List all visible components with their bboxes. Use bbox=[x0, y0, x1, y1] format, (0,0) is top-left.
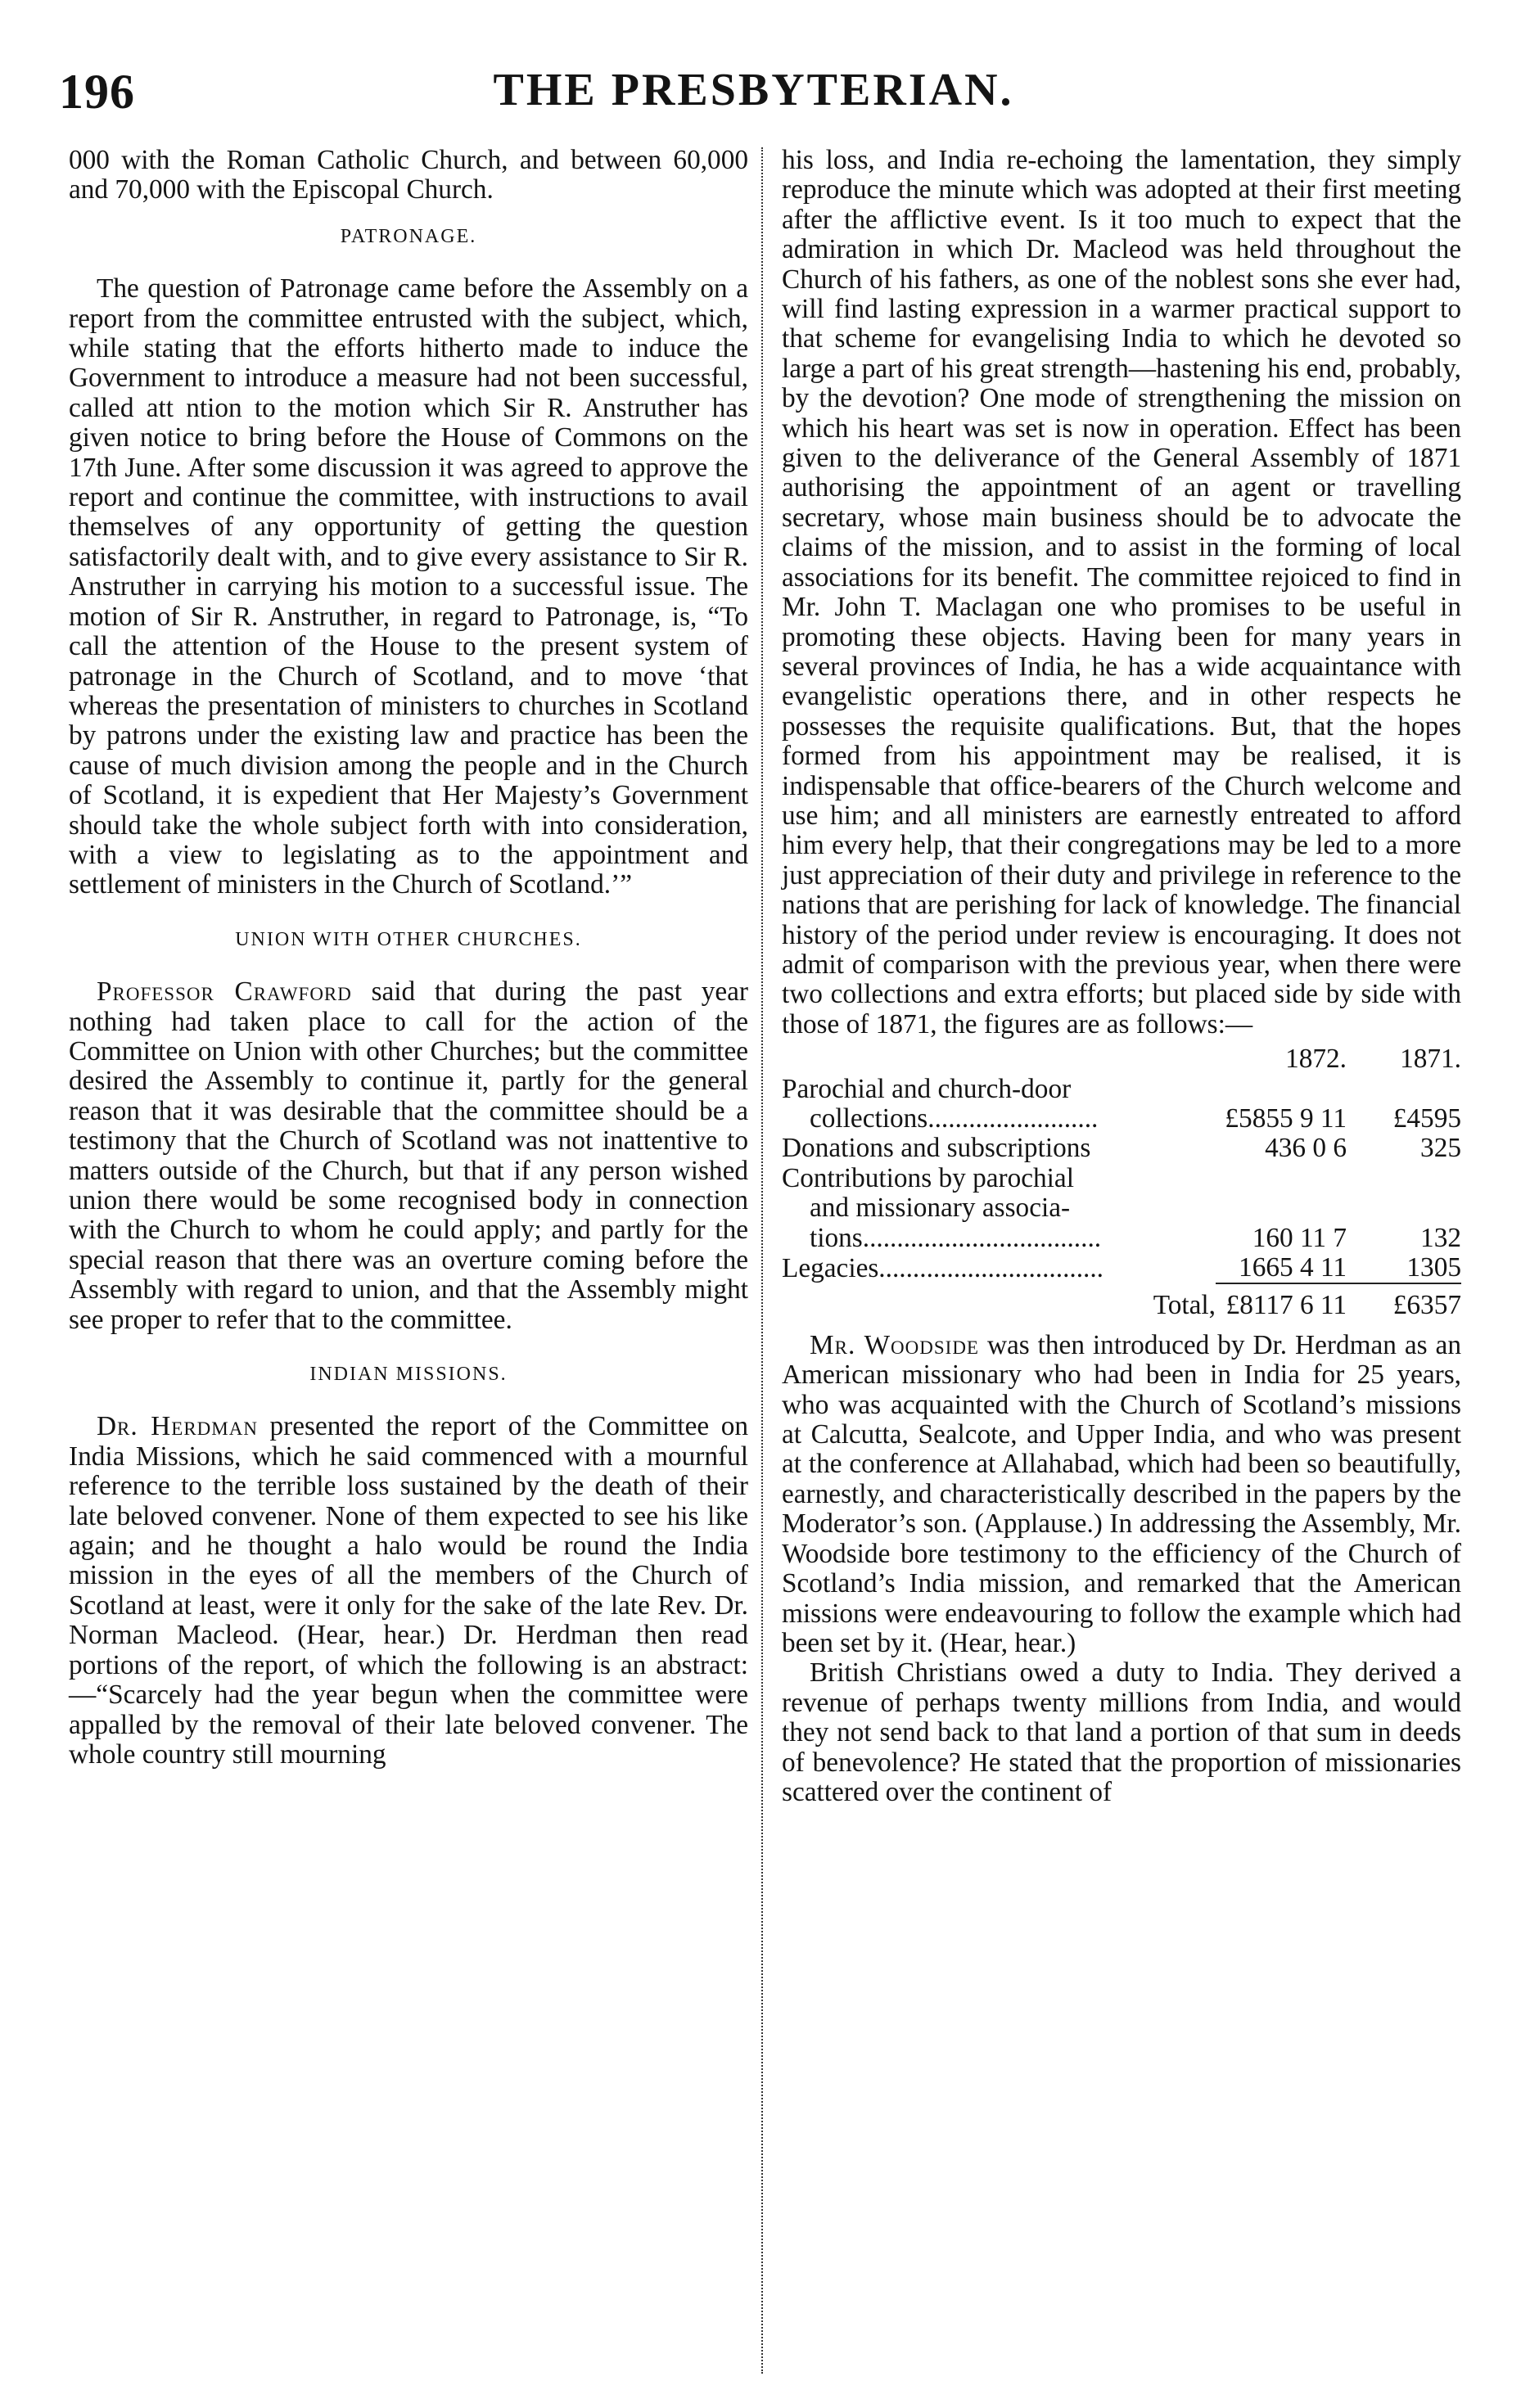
table-row: and missionary associa- bbox=[810, 1193, 1071, 1224]
page-header bbox=[59, 64, 1448, 129]
patronage-paragraph: The question of Patronage came before the Assembly on a report from the committee entrusted with the subject, which, while stating that the efforts hitherto made to induce the Government to introduce a measure had not been successful, called att ntion to the motion which Sir R. Anstruther has given notice to bring before the House of Commons on the 17th June. After some discussion it was agreed to approve the report and continue the committee, with instructions to avail themselves of any opportunity of getting the question satisfactorily dealt with, and to give every assistance to Sir R. Anstruther in carrying his motion to a successful issue. The motion of Sir R. Anstruther, in regard to Patronage, is, “To call the attention of the House to the present system of patronage in the Church of Scotland, and to move ‘that whereas the presentation of ministers to churches in Scotland by patrons under the existing law and practice has been the cause of much division among the people and in the Church of Scotland, it is expedient that Her Majesty’s Government should take the whole subject forth with into consideration, with a view to legislating as to the appointment and settlement of ministers in the Church of Scotland.’” bbox=[69, 273, 748, 900]
speaker-name: Dr. Herdman bbox=[97, 1411, 258, 1442]
section-heading-missions: INDIAN MISSIONS. bbox=[309, 1364, 508, 1386]
column-divider bbox=[761, 147, 763, 2374]
paragraph-text: was then introduced by Dr. Herdman as an American missionary who had been in India for 25 years, who was acquainted with the Church of Scotland’s missions at Calcutta, Sealcote, and Upper India, and who was present at the conference at Allahabad, which had been so beautifully, earnestly, and characteristically described in the papers by the Moderator’s son. (Applause.) In addressing the Assembly, Mr. Woodside bore testimony to the efficiency of the Church of Scotland’s India mission, and remarked that the American missions were endeavouring to follow the example which had been set by it. (Hear, hear.) bbox=[782, 1329, 1461, 1658]
total-label: Total, bbox=[1153, 1290, 1216, 1321]
paragraph-text: said that during the past year nothing had taken place to call for the action of the Committee on Union with other Churches; but the committee desired the Assembly to continue it, partly for the general reason that it was desirable that the committee should be a testimony that the Church of Scotland was not inattentive to matters outside of the Church, but that if any person wished union there would be some recognised body in connection with the Church to whom he could apply; and partly for the special reason that there was an overture coming before the Assembly with regard to union, and that the Assembly might see proper to refer that to the committee. bbox=[69, 976, 748, 1335]
closing-paragraph: British Christians owed a duty to India. They derived a revenue of perhaps twenty millions from India, and would they not send back to that land a portion of that sum in deeds of benevolence? He stated that the proportion of missionaries scattered over the continent of bbox=[782, 1657, 1461, 1807]
table-header-row bbox=[782, 1044, 1461, 1074]
section-heading-union: UNION WITH OTHER CHURCHES. bbox=[235, 928, 582, 950]
missions-paragraph bbox=[69, 1412, 748, 1770]
section-heading-patronage: PATRONAGE. bbox=[340, 225, 477, 247]
table-row: Legacies................................. 1665 4 11 1305 bbox=[782, 1252, 1461, 1284]
table-row: Donations and subscriptions 436 0 6 325 bbox=[782, 1133, 1461, 1164]
year-header: 1871. bbox=[1400, 1044, 1461, 1075]
running-title: THE PRESBYTERIAN. bbox=[493, 65, 1014, 115]
table-row: Contributions by parochial bbox=[782, 1162, 1074, 1193]
total-row bbox=[782, 1291, 1461, 1320]
continuation-paragraph: his loss, and India re-echoing the lamentation, they simply reproduce the minute which was adopted at their first meeting after the afflictive event. Is it too much to expect that the admiration in which Dr. Macleod was held throughout the Church of his fathers, as one of the noblest sons she ever had, will find lasting expression in a warmer practical support to that scheme for evangelising India to which he devoted so large a part of his great strength—hastening his end, probably, by the devotion? One mode of strengthening the mission on which his heart was set is now in operation. Effect has been given to the deliverance of the General Assembly of 1871 authorising the appointment of an agent or travelling secretary, whose main business should be to advocate the claims of the mission, and to assist in the forming of local associations for its benefit. The committee rejoiced to find in Mr. John T. Maclagan one who promises to be useful in promoting these objects. Having been for many years in several provinces of India, he has a wide acquaintance with evangelistic operations there, and in other respects he possesses the requisite qualifications. But, that the hopes formed from his appointment may be realised, it is indispensable that office-bearers of the Church welcome and use him; and all ministers are earnestly entreated to afford him every help, that their congregations may be led to a more just appreciation of their duty and privilege in reference to the nations that are perishing for lack of knowledge. The financial history of the period under review is encouraging. It does not admit of comparison with the previous year, when there were two collections and extra efforts; but placed side by side with those of 1871, the figures are as follows:— bbox=[782, 145, 1461, 1039]
table-row: Parochial and church-door bbox=[782, 1073, 1072, 1104]
total-rule bbox=[782, 1283, 1461, 1291]
speaker-name: Professor Crawford bbox=[97, 976, 352, 1008]
total-1871: £6357 bbox=[1392, 1290, 1461, 1321]
total-1872: £8117 6 11 bbox=[1225, 1290, 1347, 1321]
speaker-name: Mr. Woodside bbox=[810, 1329, 979, 1360]
left-column bbox=[69, 146, 748, 1770]
table-row: collections......................... £5855 9 11 £4595 bbox=[810, 1103, 1461, 1134]
table-row: tions................................... 160 11 7 132 bbox=[810, 1222, 1461, 1253]
intro-paragraph: 000 with the Roman Catholic Church, and between 60,000 and 70,000 with the Episcopal Church. bbox=[69, 145, 748, 205]
woodside-paragraph bbox=[782, 1331, 1461, 1658]
page-number: 196 bbox=[59, 65, 135, 119]
right-column bbox=[782, 146, 1461, 1807]
paragraph-text: presented the report of the Committee on India Missions, which he said commenced with a mournful reference to the terrible loss sustained by the death of their late beloved convener. None of them expected to see his like again; and he thought a halo would be round the India mission in the eyes of all the members of the Church of Scotland at least, were it only for the sake of the late Rev. Dr. Norman Macleod. (Hear, hear.) Dr. Herdman then read portions of the report, of which the following is an abstract:—“Scarcely had the year begun when the committee were appalled by the removal of their late beloved convener. The whole country still mourning bbox=[69, 1411, 748, 1770]
finance-table bbox=[782, 1044, 1461, 1321]
union-paragraph bbox=[69, 977, 748, 1335]
year-header: 1872. bbox=[1285, 1044, 1347, 1075]
